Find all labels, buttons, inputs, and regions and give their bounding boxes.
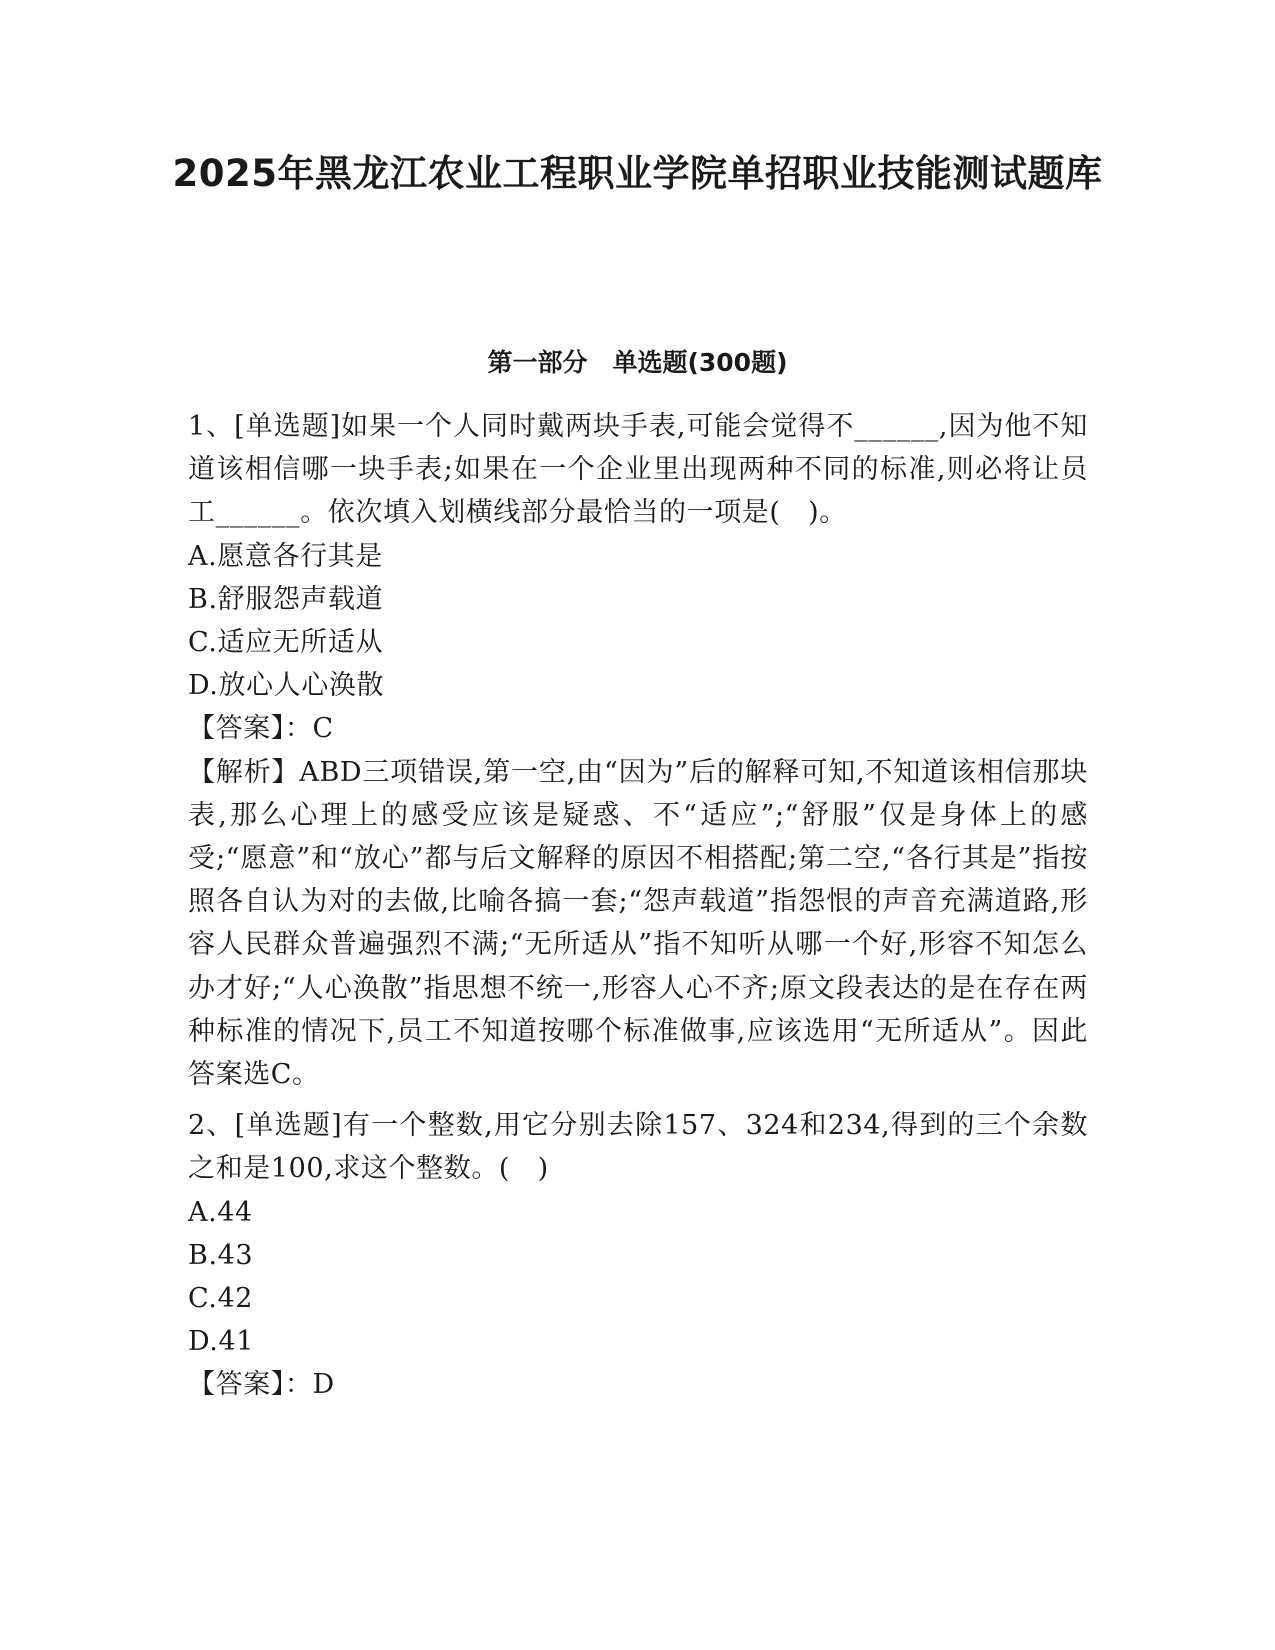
option-d: D.放心人心涣散 (188, 670, 385, 702)
option-d: D.41 (188, 1326, 255, 1358)
question-text: 2、[单选题]有一个整数,用它分别去除157、324和234,得到的三个余数之和是100,求这个整数。( ) (188, 1110, 1088, 1185)
question-text: 1、[单选题]如果一个人同时戴两块手表,可能会觉得不______,因为他不知道该相信哪一块手表;如果在一个企业里出现两种不同的标准,则必将让员工______。依次填入划横线部分最恰当的一项是( )。 (188, 411, 1088, 529)
option-c: C.42 (188, 1283, 254, 1315)
analysis-text: 【解析】ABD三项错误,第一空,由“因为”后的解释可知,不知道该相信那块表,那么心理上的感受应该是疑惑、不“适应”;“舒服”仅是身体上的感受;“愿意”和“放心”都与后文解释的原因不相搭配;第二空,“各行其是”指按照各自认为对的去做,比喻各搞一套;“怨声载道”指怨恨的声音充满道路,形容人民群众普遍强烈不满;“无所适从”指不知听从哪一个好,形容不知怎么办才好;“人心涣散”指思想不统一,形容人心不齐;原文段表达的是在存在两种标准的情况下,员工不知道按哪个标准做事,应该选用“无所适从”。因此答案选C。 (188, 756, 1088, 1091)
section-title: 第一部分 单选题(300题) (487, 348, 788, 377)
question-block-1 (188, 405, 1088, 1096)
question-spacer (188, 1096, 1088, 1104)
option-a: A.愿意各行其是 (188, 540, 383, 572)
option-c: C.适应无所适从 (188, 627, 384, 659)
option-a: A.44 (188, 1196, 253, 1228)
option-b: B.舒服怨声载道 (188, 583, 384, 615)
document-title: 2025年黑龙江农业工程职业学院单招职业技能测试题库 (172, 152, 1103, 195)
question-block-2 (188, 1104, 1088, 1406)
option-b: B.43 (188, 1239, 254, 1271)
question-list (188, 405, 1088, 1407)
answer-line: 【答案】：C (188, 713, 334, 745)
answer-line: 【答案】：D (188, 1369, 335, 1401)
